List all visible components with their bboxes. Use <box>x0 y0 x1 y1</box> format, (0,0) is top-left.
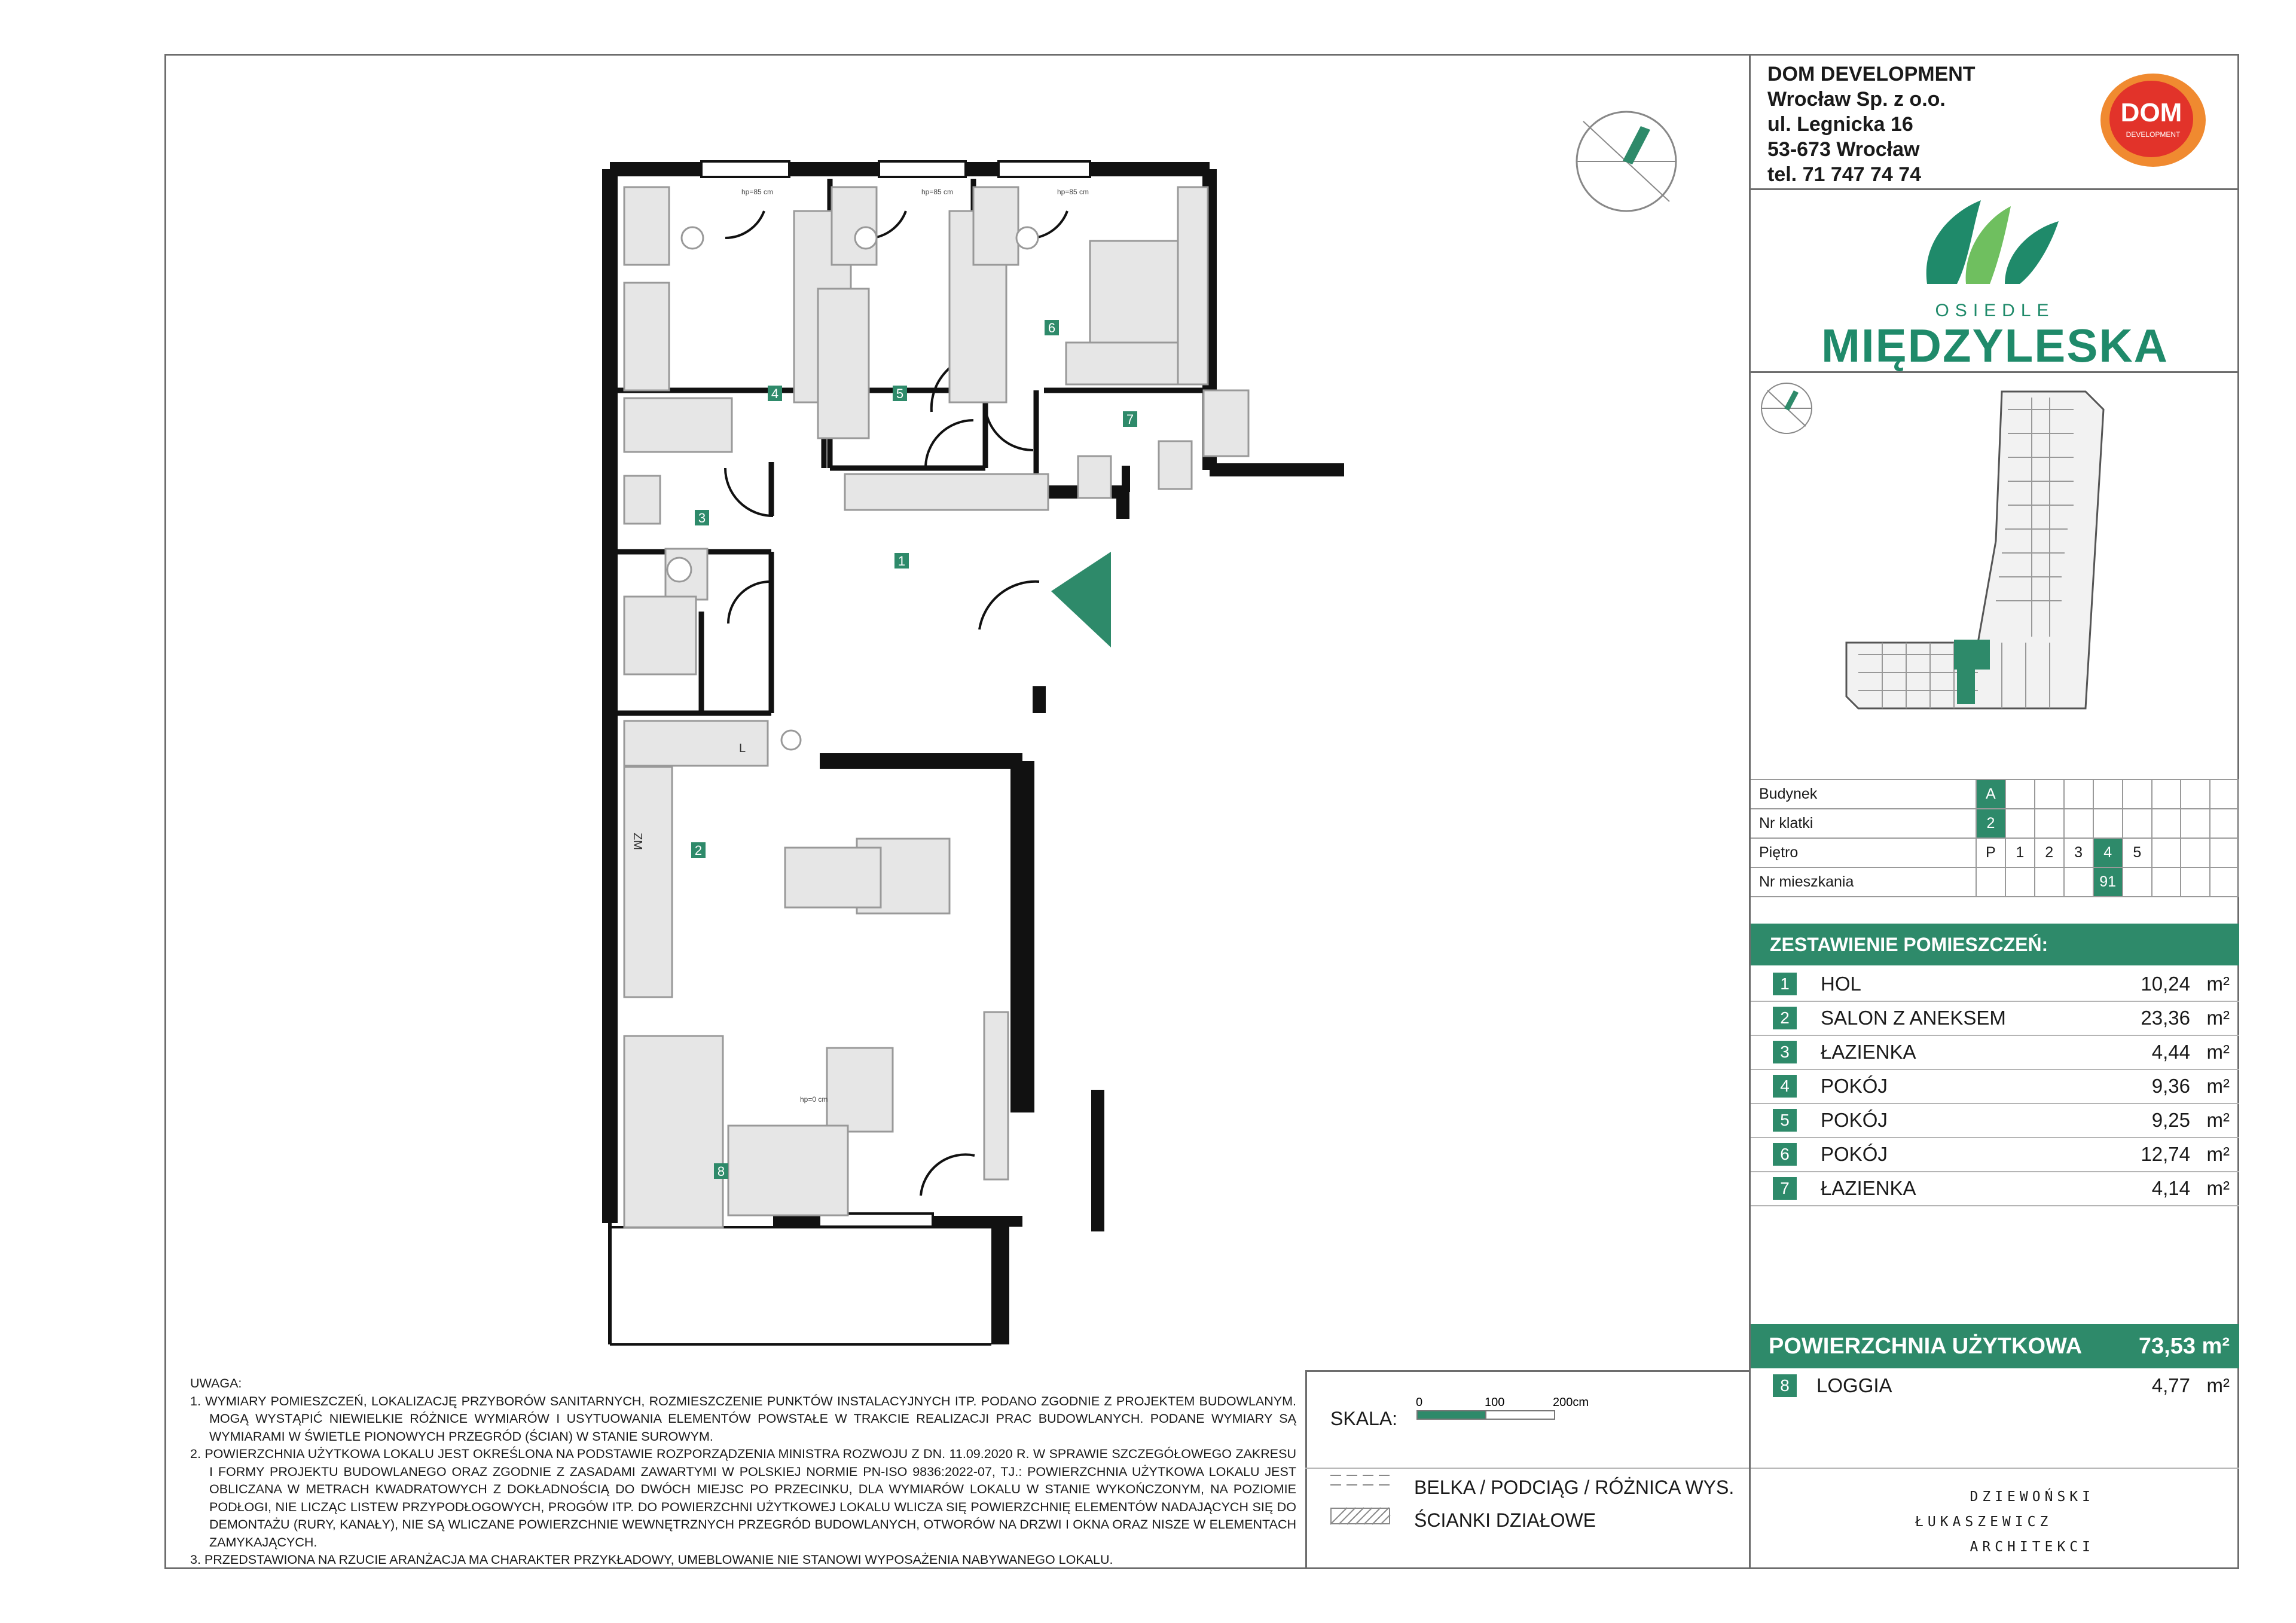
svg-text:100: 100 <box>1485 1396 1505 1409</box>
window-height-3: hp=85 cm <box>1057 188 1089 196</box>
room-name: HOL <box>1821 973 1861 995</box>
loggia-name: LOGGIA <box>1816 1374 1892 1396</box>
room-name: POKÓJ <box>1821 1075 1888 1097</box>
mieszkanie-value: 91 <box>2093 867 2123 897</box>
company-line-2: Wrocław Sp. z o.o. <box>1767 88 1946 111</box>
budynek-value: A <box>1976 780 2005 809</box>
osiedle-label: OSIEDLE <box>1935 301 2055 320</box>
room-area: 9,25 m² <box>2151 1109 2230 1131</box>
loggia-row <box>1751 1368 2239 1402</box>
room-label-1: 1 <box>897 554 906 568</box>
window-height-1: hp=85 cm <box>741 188 774 196</box>
beam-legend-icon <box>1330 1474 1390 1487</box>
company-info <box>1767 62 1976 187</box>
row-klatka <box>1751 809 2239 838</box>
window-height-2: hp=85 cm <box>921 188 954 196</box>
svg-text:0: 0 <box>1416 1396 1423 1409</box>
company-address: ul. Legnicka 16 <box>1767 113 1913 136</box>
pietro-2: 2 <box>2035 838 2064 867</box>
room-label-6: 6 <box>1048 320 1056 335</box>
rooms-title: ZESTAWIENIE POMIESZCZEŃ: <box>1751 924 2239 965</box>
room-area: 4,44 m² <box>2151 1041 2230 1063</box>
mieszkanie-label: Nr mieszkania <box>1751 867 1976 897</box>
room-row <box>1751 967 2239 1002</box>
room-name: ŁAZIENKA <box>1821 1041 1916 1063</box>
project-name: MIĘDZYLESKA <box>1821 319 2169 372</box>
scale-label: SKALA: <box>1330 1408 1398 1429</box>
legend-belka: BELKA / PODCIĄG / RÓŻNICA WYS. <box>1414 1477 1735 1498</box>
room-row <box>1751 1171 2239 1206</box>
room-number: 4 <box>1773 1075 1797 1098</box>
company-city: 53-673 Wrocław <box>1767 138 1920 161</box>
room-number: 2 <box>1773 1007 1797 1029</box>
loggia-area: 4,77 m² <box>2151 1374 2230 1396</box>
row-pietro <box>1751 838 2239 867</box>
room-area: 10,24 m² <box>2141 973 2230 995</box>
room-number: 7 <box>1773 1177 1797 1200</box>
label-l: L <box>739 742 746 755</box>
row-budynek <box>1751 780 2239 809</box>
klatka-label: Nr klatki <box>1751 809 1976 838</box>
room-label-4: 4 <box>771 386 779 401</box>
room-area: 9,36 m² <box>2151 1075 2230 1097</box>
label-zm: ZM <box>631 833 644 850</box>
pietro-p: P <box>1976 838 2005 867</box>
room-number: 3 <box>1773 1041 1797 1063</box>
note-2: 2. POWIERZCHNIA UŻYTKOWA LOKALU JEST OKREŚLONA NA PODSTAWIE ROZPORZĄDZENIA MINISTRA ROZWOJU Z DN. 11.09.2020 R. W SPRAWIE SZCZEGÓŁOWEGO ZAKRESU I FORMY PROJEKTU BUDOWLANEGO ORAZ ZGODNIE Z ZASADAMI ZAWARTYMI W POLSKIEJ NORMIE PN-ISO 9836:2022-07, TJ.: POWIERZCHNIA UŻYTKOWA LOKALU JEST OBLICZANA W METRACH KWADRATOWYCH Z DOKŁADNOŚCIĄ DO DWÓCH MIEJSC PO PRZECINKU, DLA WYMIARÓW LOKALU W STANIE WYKOŃCZONYM, NA POZIOMIE PODŁOGI, NIE LICZĄC LISTEW PRZYPODŁOGOWYCH, PROGÓW ITP. DO POWIERZCHNI UŻYTKOWEJ LOKALU WLICZA SIĘ POWIERZCHNIĘ ELEMENTÓW NADAJĄCYCH SIĘ DO DEMONTAŻU (RURY, KANAŁY), NIE SĄ WLICZANE POWIERZCHNIE WEWNĘTRZNYCH PRZEGRÓD BUDOWLANYCH, OTWORÓW NA DRZWI I OKNA ORAZ NISZE W ELEMENTACH ZAMYKAJĄCYCH. <box>190 1447 1296 1549</box>
loggia-number: 8 <box>1773 1374 1797 1397</box>
room-label-7: 7 <box>1126 412 1134 427</box>
room-name: SALON Z ANEKSEM <box>1821 1007 2006 1029</box>
svg-text:DEVELOPMENT: DEVELOPMENT <box>2126 130 2181 139</box>
room-name: POKÓJ <box>1821 1143 1888 1165</box>
room-label-2: 2 <box>694 843 703 858</box>
dom-development-logo <box>2096 68 2210 169</box>
floor-plan <box>166 56 1751 1371</box>
notes <box>190 1375 1296 1569</box>
room-row <box>1751 1069 2239 1104</box>
row-mieszkanie <box>1751 867 2239 897</box>
room-area: 23,36 m² <box>2141 1007 2230 1029</box>
room-row <box>1751 1103 2239 1138</box>
company-name: DOM DEVELOPMENT <box>1767 63 1976 85</box>
pietro-5: 5 <box>2123 838 2152 867</box>
room-number: 5 <box>1773 1109 1797 1132</box>
room-label-3: 3 <box>698 511 706 525</box>
room-row <box>1751 1001 2239 1036</box>
pietro-3: 3 <box>2064 838 2093 867</box>
room-row <box>1751 1137 2239 1172</box>
svg-text:DOM: DOM <box>2120 98 2182 127</box>
architect-logo: DZIEWOŃSKI ŁUKASZEWICZ ARCHITEKCI <box>1915 1489 2095 1555</box>
info-panel <box>1749 56 2239 1567</box>
note-1: 1. WYMIARY POMIESZCZEŃ, LOKALIZACJĘ PRZYBORÓW SANITARNYCH, ROZMIESZCZENIE PUNKTÓW INSTALACYJNYCH ITP. PODANO ZGODNIE Z PROJEKTEM BUDOWLANYM. MOGĄ WYSTĄPIĆ NIEWIELKIE RÓŻNICE WYMIARÓW I USYTUOWANIA ELEMENTÓW POWSTAŁE W TRAKCIE REALIZACJI PRAC BUDOWLANYCH. PODANE WYMIARY SĄ WYMIARAMI W ŚWIETLE PIONOWYCH PRZEGRÓD (ŚCIAN) W STANIE SUROWYM. <box>190 1393 1296 1444</box>
legend-scianki: ŚCIANKI DZIAŁOWE <box>1414 1509 1596 1531</box>
room-name: POKÓJ <box>1821 1109 1888 1131</box>
pietro-4-selected: 4 <box>2093 838 2123 867</box>
room-number: 6 <box>1773 1143 1797 1166</box>
total-label: POWIERZCHNIA UŻYTKOWA <box>1769 1334 2083 1359</box>
room-area: 12,74 m² <box>2141 1143 2230 1165</box>
room-label-8: 8 <box>717 1164 725 1179</box>
room-name: ŁAZIENKA <box>1821 1177 1916 1199</box>
pietro-label: Piętro <box>1751 838 1976 867</box>
miedzyleska-leaf-logo <box>1915 194 2077 296</box>
room-area: 4,14 m² <box>2151 1177 2230 1199</box>
window-height-4: hp=0 cm <box>800 1095 828 1104</box>
notes-title: UWAGA: <box>190 1376 242 1390</box>
unit-meta-table <box>1751 779 2239 897</box>
note-3: 3. PRZEDSTAWIONA NA RZUCIE ARANŻACJA MA CHARAKTER PRZYKŁADOWY, UMEBLOWANIE NIE STANOWI WYPOSAŻENIA NABYWANEGO LOKALU. <box>190 1552 1113 1567</box>
building-key-plan <box>1751 374 2239 777</box>
company-phone: tel. 71 747 74 74 <box>1767 163 1922 186</box>
total-area-row <box>1751 1324 2239 1368</box>
scale-bar <box>1414 1396 1589 1426</box>
partition-legend-icon <box>1330 1508 1390 1524</box>
pietro-1: 1 <box>2005 838 2035 867</box>
budynek-label: Budynek <box>1751 780 1976 809</box>
room-number: 1 <box>1773 973 1797 995</box>
room-label-5: 5 <box>896 386 904 401</box>
total-value: 73,53 m² <box>2138 1334 2230 1359</box>
compass-icon <box>1577 112 1676 211</box>
room-row <box>1751 1035 2239 1070</box>
svg-text:200cm: 200cm <box>1553 1396 1589 1409</box>
klatka-value: 2 <box>1976 809 2005 838</box>
entrance-arrow <box>1051 552 1111 647</box>
